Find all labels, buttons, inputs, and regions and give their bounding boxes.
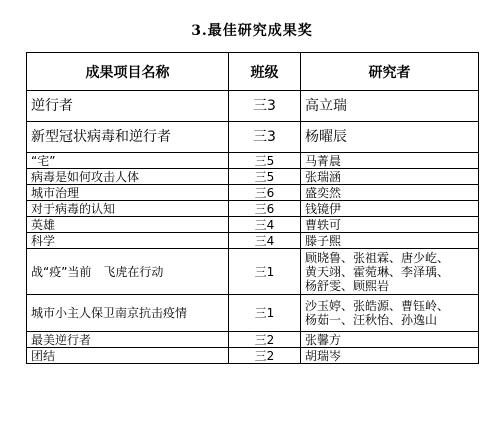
header-researchers: 研究者 (301, 53, 479, 91)
class-cell: 三4 (229, 217, 301, 233)
researchers-cell: 马菁晨 (301, 153, 479, 169)
header-project-name: 成果项目名称 (27, 53, 229, 91)
class-cell: 三3 (229, 122, 301, 153)
researchers-cell: 钱镜伊 (301, 201, 479, 217)
table-row (27, 249, 479, 295)
project-name: 战“疫”当前 飞虎在行动 (27, 249, 229, 295)
class-cell: 三1 (229, 249, 301, 295)
project-name: 最美逆行者 (27, 332, 229, 348)
project-name: 英雄 (27, 217, 229, 233)
table-row (27, 153, 479, 169)
class-cell: 三6 (229, 185, 301, 201)
researchers-cell: 沙玉婷、张皓源、曹钰岭、 杨茹一、汪秋怡、孙逸山 (301, 295, 479, 332)
results-table (26, 52, 479, 364)
project-name: 病毒是如何攻击人体 (27, 169, 229, 185)
class-cell: 三2 (229, 348, 301, 364)
researchers-cell: 张馨方 (301, 332, 479, 348)
table-row (27, 122, 479, 153)
class-cell: 三5 (229, 153, 301, 169)
project-name: “宅” (27, 153, 229, 169)
table-row (27, 91, 479, 122)
header-class: 班级 (229, 53, 301, 91)
project-name: 对于病毒的认知 (27, 201, 229, 217)
researchers-cell: 曹轶可 (301, 217, 479, 233)
table-row (27, 201, 479, 217)
table-row (27, 348, 479, 364)
table-row (27, 332, 479, 348)
class-cell: 三3 (229, 91, 301, 122)
project-name: 团结 (27, 348, 229, 364)
project-name: 逆行者 (27, 91, 229, 122)
table-row (27, 295, 479, 332)
project-name: 城市治理 (27, 185, 229, 201)
class-cell: 三4 (229, 233, 301, 249)
table-row (27, 169, 479, 185)
researchers-cell: 高立瑞 (301, 91, 479, 122)
project-name: 科学 (27, 233, 229, 249)
section-heading: 3.最佳研究成果奖 (191, 23, 313, 39)
researchers-cell: 滕子熙 (301, 233, 479, 249)
researchers-cell: 杨曜辰 (301, 122, 479, 153)
header-row (27, 53, 479, 91)
class-cell: 三1 (229, 295, 301, 332)
table-row (27, 185, 479, 201)
project-name: 新型冠状病毒和逆行者 (27, 122, 229, 153)
class-cell: 三6 (229, 201, 301, 217)
project-name: 城市小主人保卫南京抗击疫情 (27, 295, 229, 332)
class-cell: 三5 (229, 169, 301, 185)
class-cell: 三2 (229, 332, 301, 348)
table-row (27, 217, 479, 233)
researchers-cell: 顾晓鲁、张祖霖、唐少屹、 黄天翊、霍菀琳、李泽瑀、 杨舒雯、顾熙岩 (301, 249, 479, 295)
table-row (27, 233, 479, 249)
researchers-cell: 胡瑞岑 (301, 348, 479, 364)
researchers-cell: 张瑞涵 (301, 169, 479, 185)
researchers-cell: 盛奕然 (301, 185, 479, 201)
